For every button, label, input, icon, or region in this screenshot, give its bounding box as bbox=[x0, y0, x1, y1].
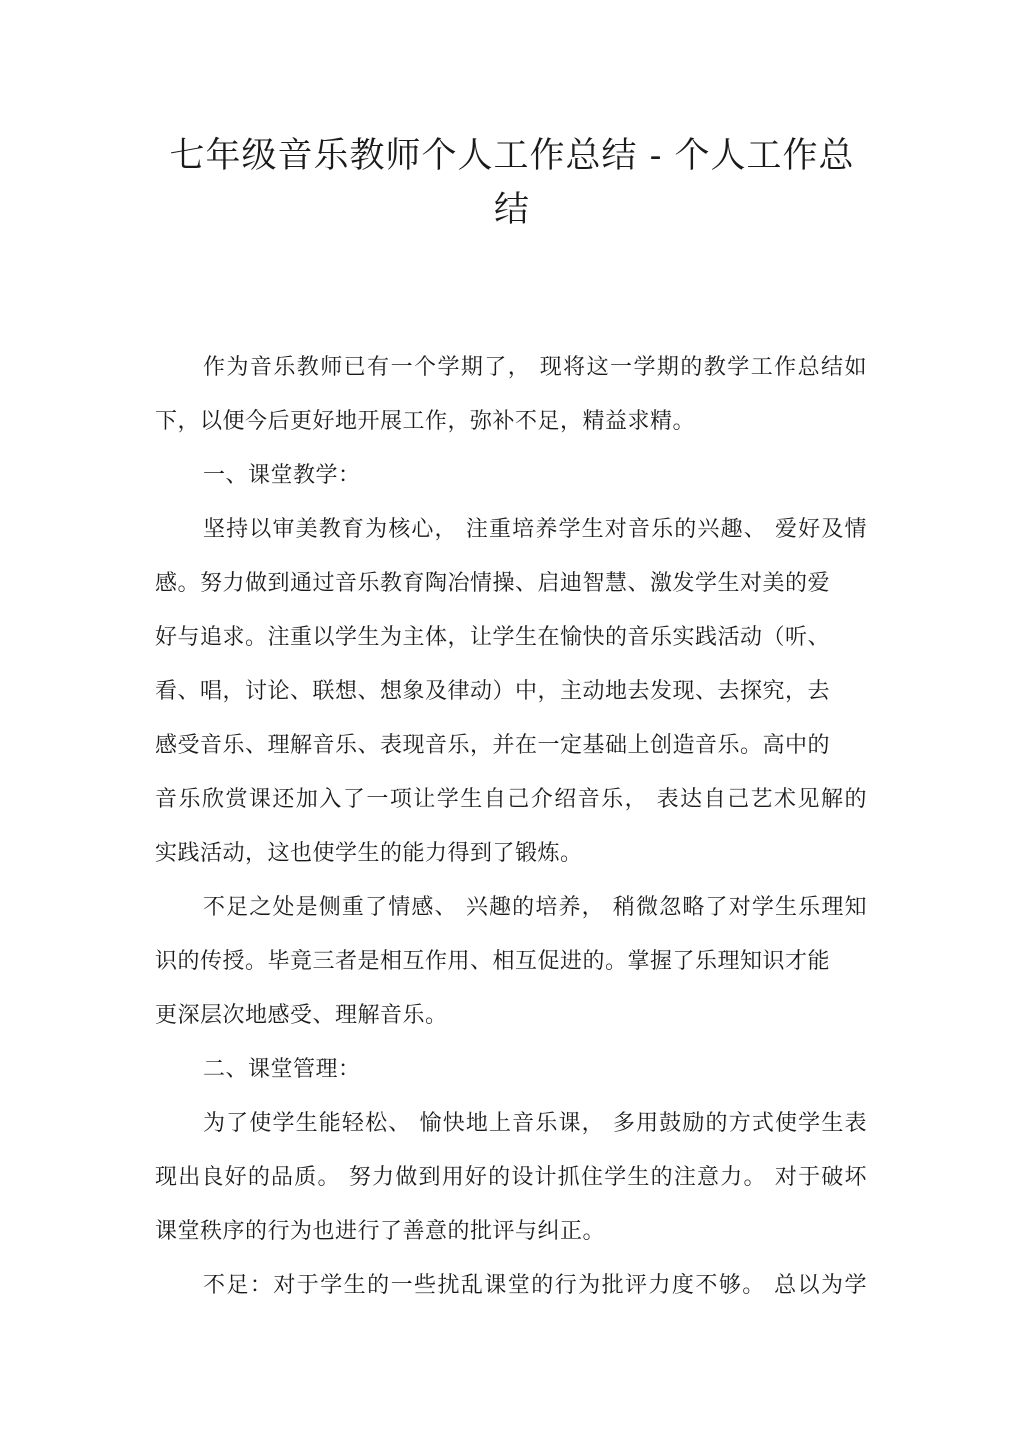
paragraph-line: 感。努力做到通过音乐教育陶冶情操、启迪智慧、激发学生对美的爱 bbox=[155, 571, 831, 596]
paragraph-line: 感受音乐、理解音乐、表现音乐，并在一定基础上创造音乐。高中的 bbox=[155, 733, 831, 758]
paragraph-line: 看、唱，讨论、联想、想象及律动）中，主动地去发现、去探究，去 bbox=[155, 679, 831, 704]
document-title-line-2: 结 bbox=[493, 190, 530, 230]
paragraph-line: 识的传授。毕竟三者是相互作用、相互促进的。掌握了乐理知识才能 bbox=[155, 949, 831, 974]
paragraph-line: 好与追求。注重以学生为主体，让学生在愉快的音乐实践活动（听、 bbox=[155, 625, 831, 650]
paragraph-line: 作为音乐教师已有一个学期了， 现将这一学期的教学工作总结如 bbox=[203, 355, 867, 380]
paragraph-line: 更深层次地感受、理解音乐。 bbox=[155, 1003, 448, 1028]
paragraph-line: 课堂秩序的行为也进行了善意的批评与纠正。 bbox=[155, 1219, 606, 1244]
paragraph-line: 不足之处是侧重了情感、 兴趣的培养， 稍微忽略了对学生乐理知 bbox=[203, 895, 867, 920]
paragraph-line: 音乐欣赏课还加入了一项让学生自己介绍音乐， 表达自己艺术见解的 bbox=[155, 787, 867, 812]
paragraph-line: 不足：对于学生的一些扰乱课堂的行为批评力度不够。 总以为学 bbox=[203, 1273, 867, 1298]
paragraph-line: 坚持以审美教育为核心， 注重培养学生对音乐的兴趣、 爱好及情 bbox=[203, 517, 867, 542]
paragraph-line: 实践活动，这也使学生的能力得到了锻炼。 bbox=[155, 841, 583, 866]
paragraph-line: 为了使学生能轻松、 愉快地上音乐课， 多用鼓励的方式使学生表 bbox=[203, 1111, 867, 1136]
section-heading: 二、课堂管理： bbox=[203, 1057, 361, 1082]
document-title-line-1: 七年级音乐教师个人工作总结 - 个人工作总 bbox=[169, 136, 855, 176]
section-heading: 一、课堂教学： bbox=[203, 463, 361, 488]
paragraph-line: 下，以便今后更好地开展工作，弥补不足，精益求精。 bbox=[155, 409, 696, 434]
paragraph-line: 现出良好的品质。 努力做到用好的设计抓住学生的注意力。 对于破坏 bbox=[155, 1165, 867, 1190]
